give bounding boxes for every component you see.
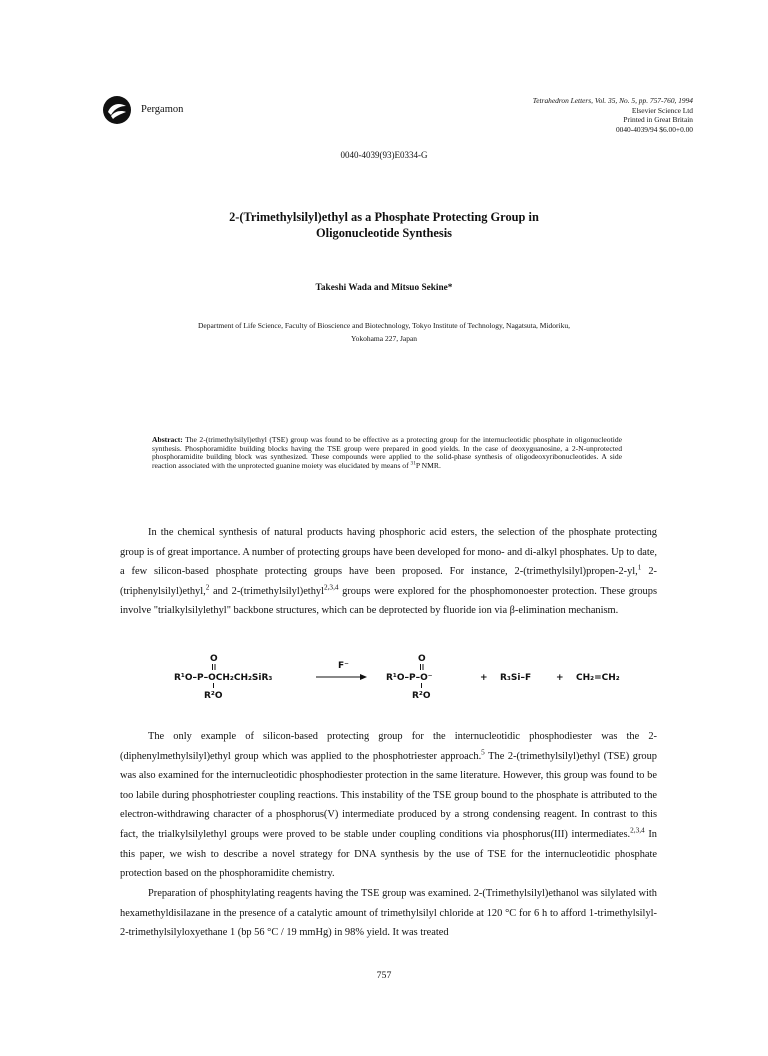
journal-line: Elsevier Science Ltd bbox=[631, 105, 693, 115]
para1-text: 2-(triphenylsilyl)ethyl, bbox=[120, 566, 657, 597]
publisher-name: Pergamon bbox=[141, 104, 184, 115]
affiliation bbox=[120, 320, 648, 345]
title-line-2: Oligonucleotide Synthesis bbox=[316, 225, 452, 240]
citation-ref: 2,3,4 bbox=[630, 826, 645, 835]
product-2-formula: R₃Si–F bbox=[500, 673, 532, 683]
oxo-label: O bbox=[418, 654, 426, 664]
title-line-1: 2-(Trimethylsilyl)ethyl as a Phosphate Protecting Group in bbox=[229, 210, 539, 224]
para1-text: and 2-(trimethylsilyl)ethyl bbox=[209, 585, 324, 597]
journal-line: Tetrahedron Letters, Vol. 35, No. 5, pp. 757-760, 1994 bbox=[532, 96, 693, 105]
authors: Takeshi Wada and Mitsuo Sekine* bbox=[315, 283, 453, 293]
plus-sign: + bbox=[480, 673, 488, 683]
affiliation-line-1: Department of Life Science, Faculty of Bioscience and Biotechnology, Tokyo Institute of Technology, Nagatsuta, Midoriku, bbox=[198, 321, 570, 330]
paragraph-2 bbox=[120, 727, 657, 884]
para2-text: The 2-(trimethylsilyl)ethyl (TSE) group was also examined for the internucleotidic phosphodiester protection in the same literature. However, this group was found to be too labile during phosphotriester coupling reactions. This instability of the TSE group bound to the phosphate is attributed to the electron-withdrawing character of a phosphorus(V) intermediate produced by a strong condensing reagent. In contrast to this fact, the trialkylsilylethyl groups were proved to be stable under coupling conditions via phosphorus(III) intermediates. bbox=[120, 750, 657, 840]
product-1-substituent: R²O bbox=[412, 691, 431, 701]
paragraph-1 bbox=[120, 523, 657, 621]
product-3-formula: CH₂=CH₂ bbox=[576, 673, 620, 683]
plus-sign: + bbox=[556, 673, 564, 683]
abstract bbox=[152, 436, 622, 471]
product-1-formula: R¹O–P–O⁻ bbox=[386, 673, 433, 683]
para1-text: groups were explored for the phosphomonoester protection. These groups involve "trialkylsilylethyl" backbone structures, which can be deprotected by fluoride ion via β-elimination mechanism. bbox=[120, 585, 657, 617]
citation-ref: 2 bbox=[205, 583, 210, 592]
reagent-label: F⁻ bbox=[338, 661, 349, 671]
reactant-formula: R¹O–P–OCH₂CH₂SiR₃ bbox=[174, 673, 273, 683]
reaction-scheme bbox=[120, 648, 660, 708]
page-number: 757 bbox=[376, 970, 392, 981]
oxo-label: O bbox=[210, 654, 218, 664]
abstract-end: P NMR. bbox=[415, 461, 441, 471]
abstract-superscript: 31 bbox=[410, 460, 416, 467]
citation-ref: 1 bbox=[637, 563, 642, 572]
citation-ref: 5 bbox=[481, 748, 485, 757]
doi: 0040-4039(93)E0334-G bbox=[340, 150, 428, 160]
para2-text: In this paper, we wish to describe a novel strategy for DNA synthesis by the use of TSE for the internucleotidic phosphate protection based on the phosphoramidite chemistry. bbox=[120, 828, 657, 880]
journal-line: 0040-4039/94 $6.00+0.00 bbox=[615, 124, 693, 134]
paragraph-3 bbox=[120, 884, 657, 943]
abstract-text: The 2-(trimethylsilyl)ethyl (TSE) group was found to be effective as a protecting group for the internucleotidic phosphate in oligonucleotide synthesis. Phosphoramidite building blocks having the TSE group were prepared in good yields. In the case of deoxyguanosine, a 2-N-unprotected phosphoramidite building block was synthesized. These compounds were applied to the solid-phase synthesis of oligodeoxyribonucleotides. A side reaction associated with the unprotected guanine moiety was elucidated by means of bbox=[152, 435, 622, 471]
abstract-label: Abstract: bbox=[152, 435, 183, 444]
para3-text: Preparation of phosphitylating reagents having the TSE group was examined. 2-(Trimethylsilyl)ethanol was silylated with hexamethyldisilazane in the presence of a catalytic amount of trimethylsilyl chloride at 120 °C for 6 h to afford 1-trimethylsilyl-2-trimethylsilyloxyethane 1 (bp 56 °C / 19 mmHg) in 98% yield. It was treated bbox=[120, 888, 657, 939]
article-title bbox=[110, 210, 658, 241]
journal-citation bbox=[433, 96, 693, 134]
affiliation-line-2: Yokohama 227, Japan bbox=[350, 333, 418, 343]
citation-ref: 2,3,4 bbox=[323, 583, 339, 592]
reaction-arrow-icon bbox=[360, 674, 367, 680]
para1-text: In the chemical synthesis of natural products having phosphoric acid esters, the selection of the phosphate protecting group is of great importance. A number of protecting groups have been developed for mono- and di-alkyl phosphates. Up to date, a few silicon-based phosphate protecting groups have been proposed. For instance, 2-(trimethylsilyl)propen-2-yl, bbox=[120, 527, 657, 578]
journal-line: Printed in Great Britain bbox=[623, 115, 693, 125]
para2-text: The only example of silicon-based protecting group for the internucleotidic phosphodiester was the 2-(diphenylmethylsilyl)ethyl group which was applied to the phosphotriester approach. bbox=[120, 731, 657, 762]
pergamon-logo bbox=[102, 95, 132, 125]
reactant-substituent: R²O bbox=[204, 691, 223, 701]
